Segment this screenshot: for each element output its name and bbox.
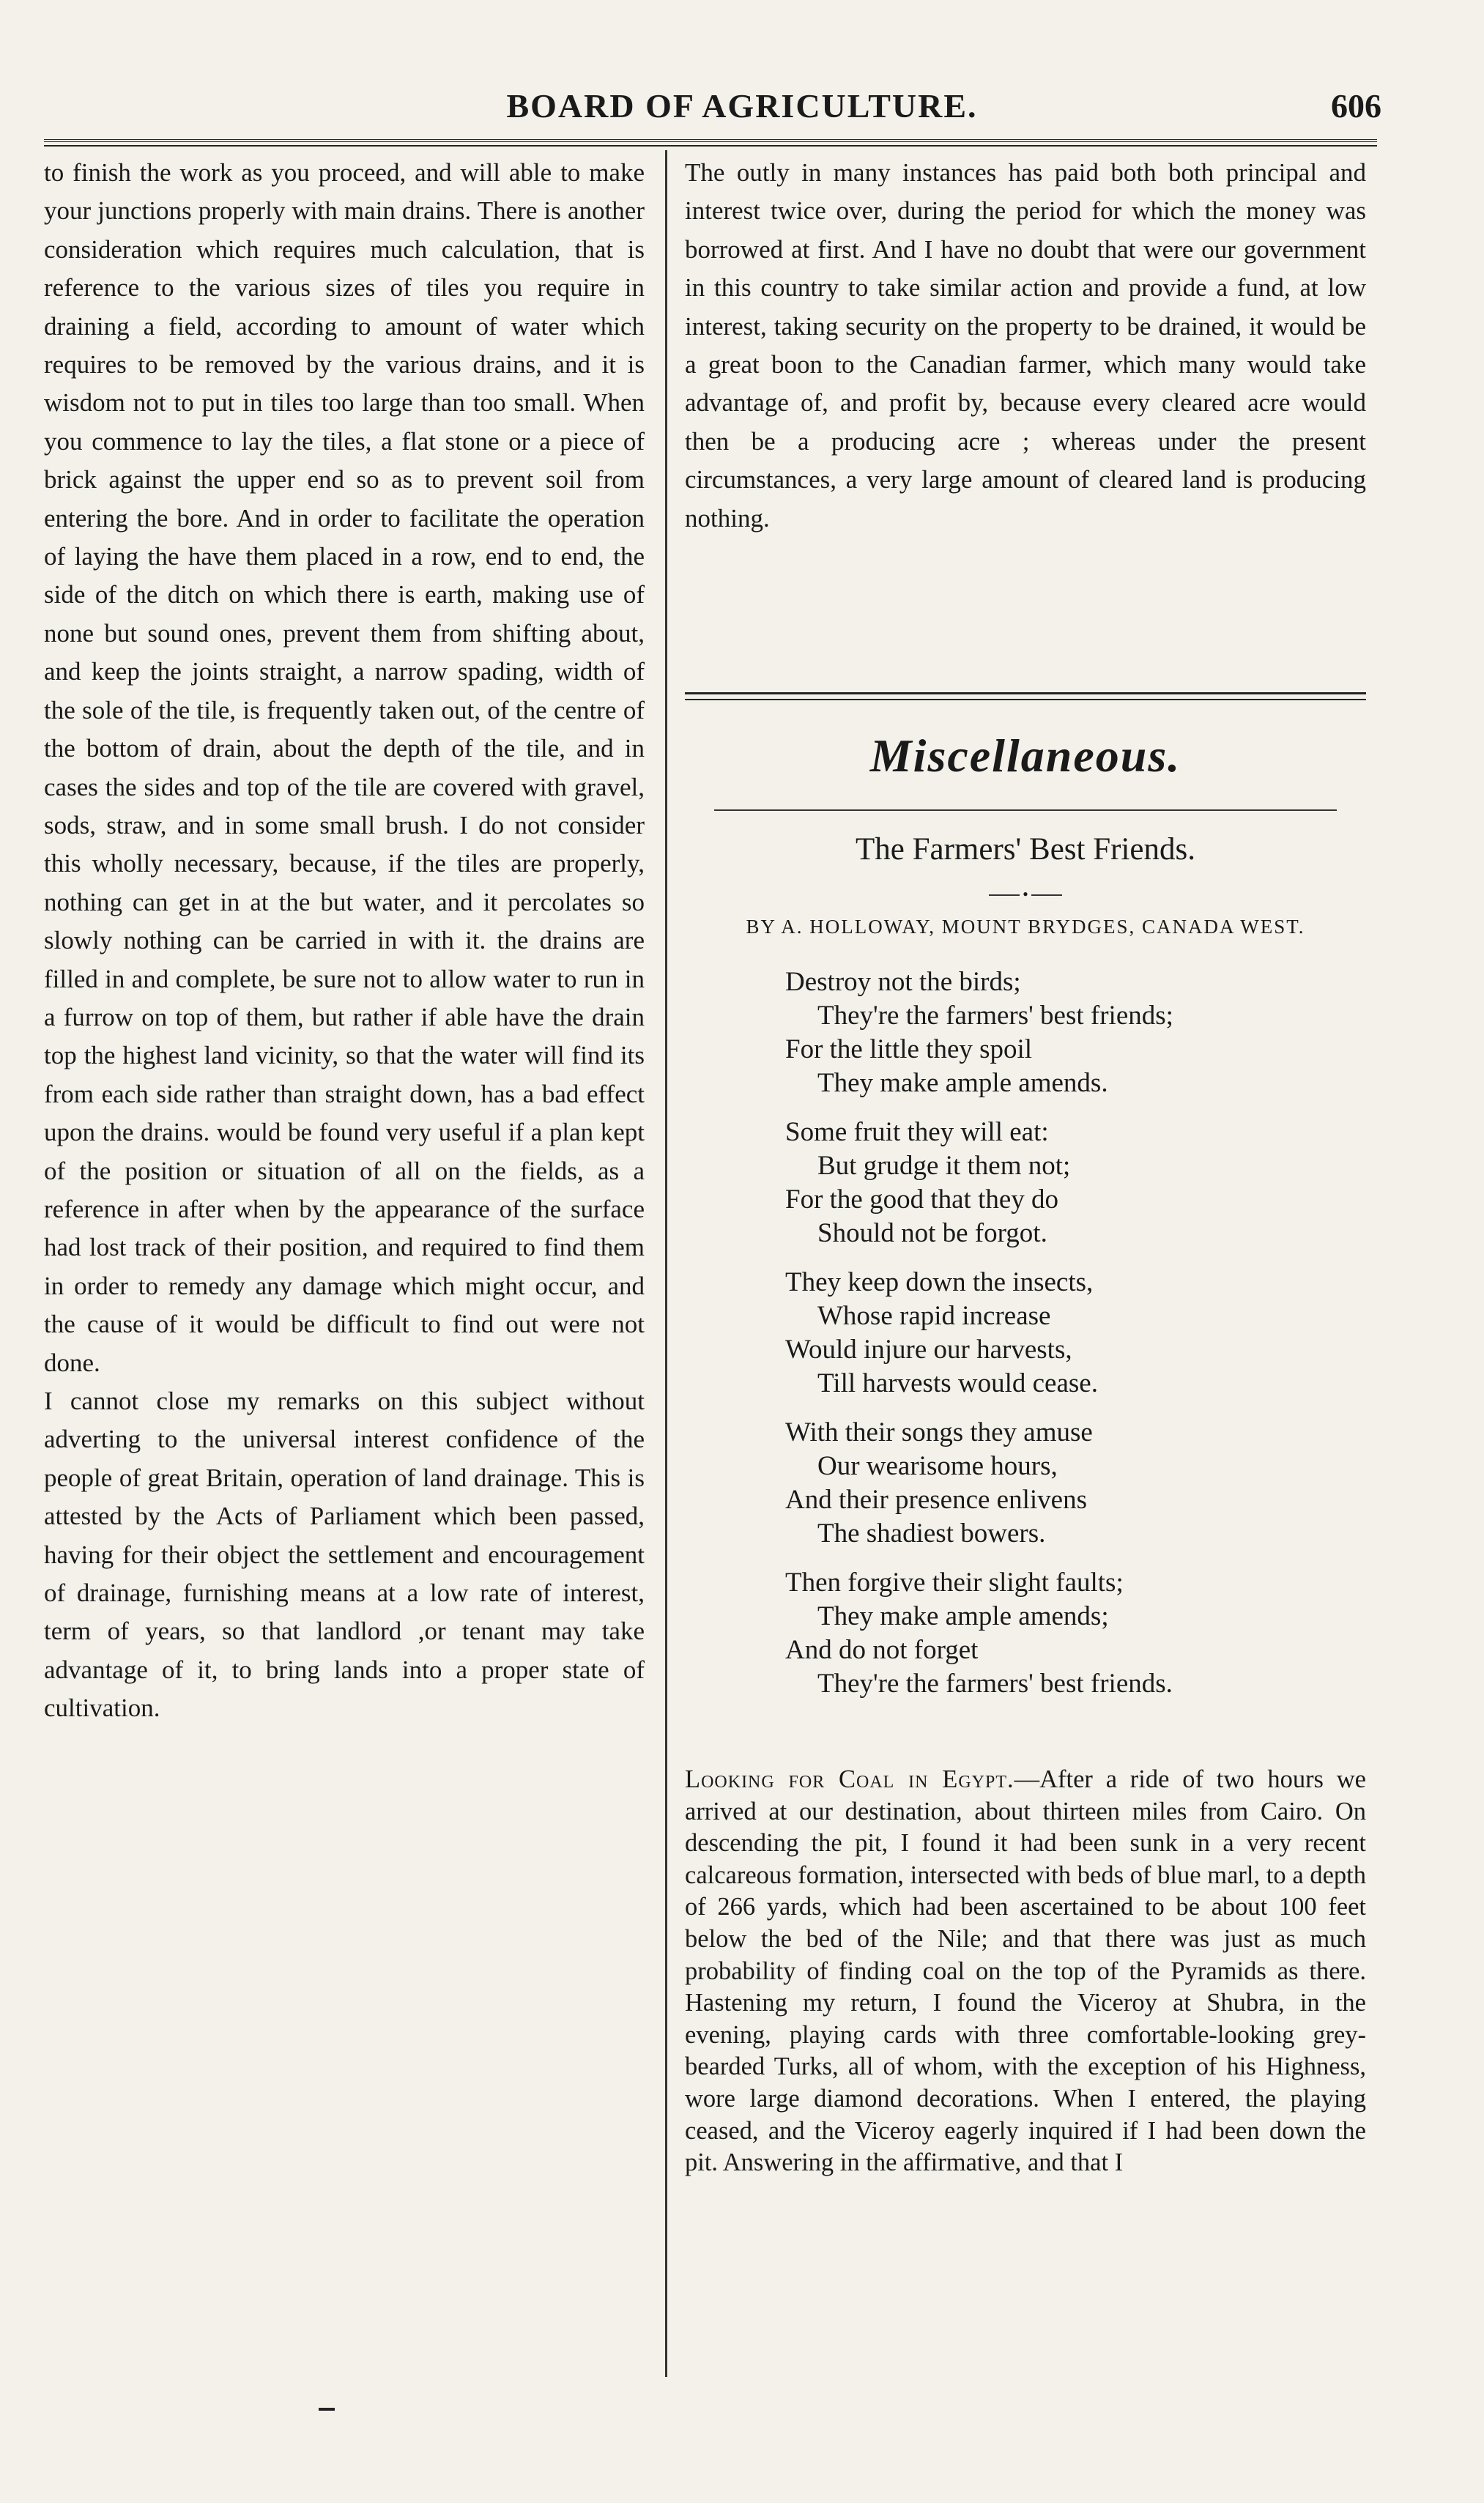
poem-line: They make ample amends; — [817, 1601, 1109, 1631]
thin-rule — [714, 809, 1337, 811]
poem-line: And their presence enlivens — [785, 1485, 1087, 1515]
ornament-rule — [989, 885, 1062, 904]
poem-line: Our wearisome hours, — [817, 1451, 1058, 1481]
section-rule — [685, 692, 1366, 700]
poem-line: They're the farmers' best friends; — [817, 1001, 1173, 1031]
egypt-article — [685, 1764, 1366, 2179]
poem-line: They make ample amends. — [817, 1068, 1108, 1098]
stanza — [785, 1416, 1357, 1551]
header-rule — [44, 139, 1377, 147]
footer-dash — [319, 2408, 335, 2411]
poem — [785, 965, 1357, 1716]
poem-line: They keep down the insects, — [785, 1267, 1094, 1297]
poem-line: But grudge it them not; — [817, 1151, 1071, 1181]
egypt-lead: Looking for Coal in Egypt. — [685, 1765, 1014, 1793]
poem-line: Till harvests would cease. — [817, 1368, 1098, 1398]
poem-line: Should not be forgot. — [817, 1218, 1047, 1248]
poem-line: The shadiest bowers. — [817, 1519, 1046, 1549]
poem-line: Destroy not the birds; — [785, 967, 1021, 997]
stanza — [785, 1566, 1357, 1701]
poem-line: With their songs they amuse — [785, 1417, 1093, 1447]
poem-line: And do not forget — [785, 1635, 979, 1665]
section-title: Miscellaneous. — [869, 730, 1181, 782]
poem-line: They're the farmers' best friends. — [817, 1669, 1173, 1699]
egypt-body: —After a ride of two hours we arrived at our destination, about thirteen miles from Cairo. On descending the pit, I found it had been sunk in a very recent calcareous formation, intersected with beds of blue marl, to a depth of 266 yards, which had been ascertained to be about 100 feet below the bed of the Nile; and that there was just as much probability of finding coal on the top of the Pyramids as there. Hastening my return, I found the Viceroy at Shubra, in the evening, playing cards with three comfortable-looking grey-bearded Turks, all of whom, with the exception of his Highness, wore large diamond decorations. When I entered, the playing ceased, and the Viceroy eagerly inquired if I had been down the pit. Answering in the affirmative, and that I — [685, 1765, 1366, 2177]
drainage-conclusion: The outly in many instances has paid both both principal and interest twice over, during the period for which the money was borrowed at first. And I have no doubt that were our government in this country to take similar action and provide a fund, at low interest, taking security on the property to be drained, it would be a great boon to the Canadian farmer, which many would take advantage of, and profit by, because every cleared acre would then be a producing acre ; whereas under the present circumstances, a very large amount of cleared land is producing nothing. — [685, 158, 1366, 533]
column-divider — [665, 150, 667, 2377]
drainage-paragraph-1: to finish the work as you proceed, and will able to make your junctions properly with main drains. There is another consideration which requires much calculation, that is reference to the various sizes of tiles you require in draining a field, according to amount of water which requires to be removed by the various drains, and it is wisdom not to put in tiles too large than too small. When you commence to lay the tiles, a flat stone or a piece of brick against the upper end so as to prevent soil from entering the bore. And in order to facilitate the operation of laying the have them placed in a row, end to end, the side of the ditch on which there is earth, making use of none but sound ones, prevent them from shifting about, and keep the joints straight, a narrow spading, width of the sole of the tile, is frequently taken out, of the centre of the bottom of drain, about the depth of the tile, and in cases the sides and top of the tile are covered with gravel, sods, straw, and in some small brush. I do not consider this wholly necessary, because, if the tiles are properly, nothing can get in at the but water, and it percolates so slowly nothing can be carried in with it. the drains are filled in and complete, be sure not to allow water to run in a furrow on top of them, but rather if able have the drain top the highest land vicinity, so that the water will find its from each side rather than straight down, has a bad effect upon the drains. would be found very useful if a plan kept of the position or situation of all on the fields, as a reference in after when by the appearance of the surface had lost track of their position, and required to find them in order to remedy any damage which might occur, and the cause of it would be difficult to find out were not done. — [44, 158, 645, 1377]
page-header — [0, 86, 1484, 138]
stanza — [785, 965, 1357, 1100]
poem-line: For the good that they do — [785, 1184, 1059, 1215]
stanza — [785, 1266, 1357, 1401]
running-title: BOARD OF AGRICULTURE. — [506, 87, 978, 125]
poem-line: Whose rapid increase — [817, 1301, 1051, 1331]
left-column — [44, 154, 645, 1728]
right-column-top — [685, 154, 1366, 538]
stanza — [785, 1116, 1357, 1250]
poem-line: Then forgive their slight faults; — [785, 1568, 1124, 1598]
byline: BY A. HOLLOWAY, MOUNT BRYDGES, CANADA WEST. — [746, 916, 1305, 938]
poem-line: For the little they spoil — [785, 1034, 1033, 1064]
ornament-bullet: • — [1020, 885, 1031, 903]
poem-line: Would injure our harvests, — [785, 1335, 1072, 1365]
page-number: 606 — [1331, 87, 1381, 125]
poem-line: Some fruit they will eat: — [785, 1117, 1049, 1147]
drainage-paragraph-2: I cannot close my remarks on this subject without adverting to the universal interest confidence of the people of great Britain, operation of land drainage. This is attested by the Acts of Parliament which been passed, having for their object the settlement and encouragement of drainage, furnishing means at a low rate of interest, term of years, so that landlord ,or tenant may take advantage of it, to bring lands into a proper state of cultivation. — [44, 1387, 645, 1723]
article-title: The Farmers' Best Friends. — [856, 832, 1195, 867]
